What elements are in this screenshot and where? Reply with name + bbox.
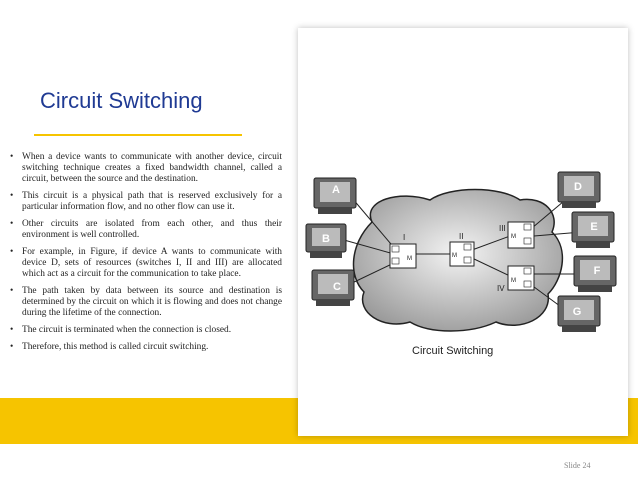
svg-text:B: B — [322, 233, 330, 245]
bullet-item: • For example, in Figure, if device A wants to communicate with device D, sets of resources (switches I, II and III) are allocated which act as a circuit for the communication to take place. — [10, 247, 282, 279]
device-a-icon — [314, 178, 356, 214]
device-c-icon — [312, 270, 354, 306]
port-label: M — [511, 278, 516, 284]
bullet-item: • Therefore, this method is called circuit switching. — [10, 342, 209, 352]
svg-text:A: A — [332, 184, 340, 196]
bullet-item: • The path taken by data between its source and destination is determined by the circuit on which it is flowing and does not change during the lifetime of the connection. — [10, 286, 282, 318]
bullet-icon: • — [10, 191, 14, 201]
switch-i — [390, 244, 416, 268]
switch-label-iv: IV — [497, 284, 505, 293]
switch-ii — [450, 242, 474, 266]
port-label: M — [511, 234, 516, 240]
device-e-icon — [572, 212, 614, 248]
figure-caption: Circuit Switching — [412, 345, 494, 357]
port-label: M — [407, 256, 412, 262]
svg-text:E: E — [590, 221, 598, 233]
bullet-icon: • — [10, 219, 14, 229]
switch-iii — [508, 222, 534, 248]
svg-text:G: G — [572, 306, 582, 318]
switch-label-ii: II — [459, 232, 464, 241]
bullet-icon: • — [10, 342, 14, 352]
device-g-icon — [558, 296, 600, 332]
slide-number: Slide 24 — [564, 461, 591, 470]
bullet-item: • The circuit is terminated when the connection is closed. — [10, 325, 232, 335]
bullet-icon: • — [10, 325, 14, 335]
svg-text:C: C — [333, 281, 341, 293]
bullet-icon: • — [10, 152, 14, 162]
switch-iv — [508, 266, 534, 290]
bullet-item: • Other circuits are isolated from each other, and thus their environment is well controlled. — [10, 219, 282, 240]
bullet-item: • This circuit is a physical path that is reserved exclusively for a particular information flow, and no other flow can use it. — [10, 191, 282, 212]
slide-title: Circuit Switching — [40, 88, 203, 113]
bullet-icon: • — [10, 286, 14, 296]
device-d-icon — [558, 172, 600, 208]
port-label: M — [452, 253, 457, 259]
svg-text:D: D — [574, 181, 582, 193]
device-b-icon — [306, 224, 346, 258]
switch-label-iii: III — [499, 224, 506, 233]
switch-label-i: I — [403, 233, 406, 242]
bullet-item: • When a device wants to communicate with another device, circuit switching technique creates a fixed bandwidth channel, called a circuit, between the source and the destination. — [10, 152, 282, 184]
bullet-icon: • — [10, 247, 14, 257]
device-f-icon — [574, 256, 616, 292]
svg-text:F: F — [593, 265, 601, 277]
